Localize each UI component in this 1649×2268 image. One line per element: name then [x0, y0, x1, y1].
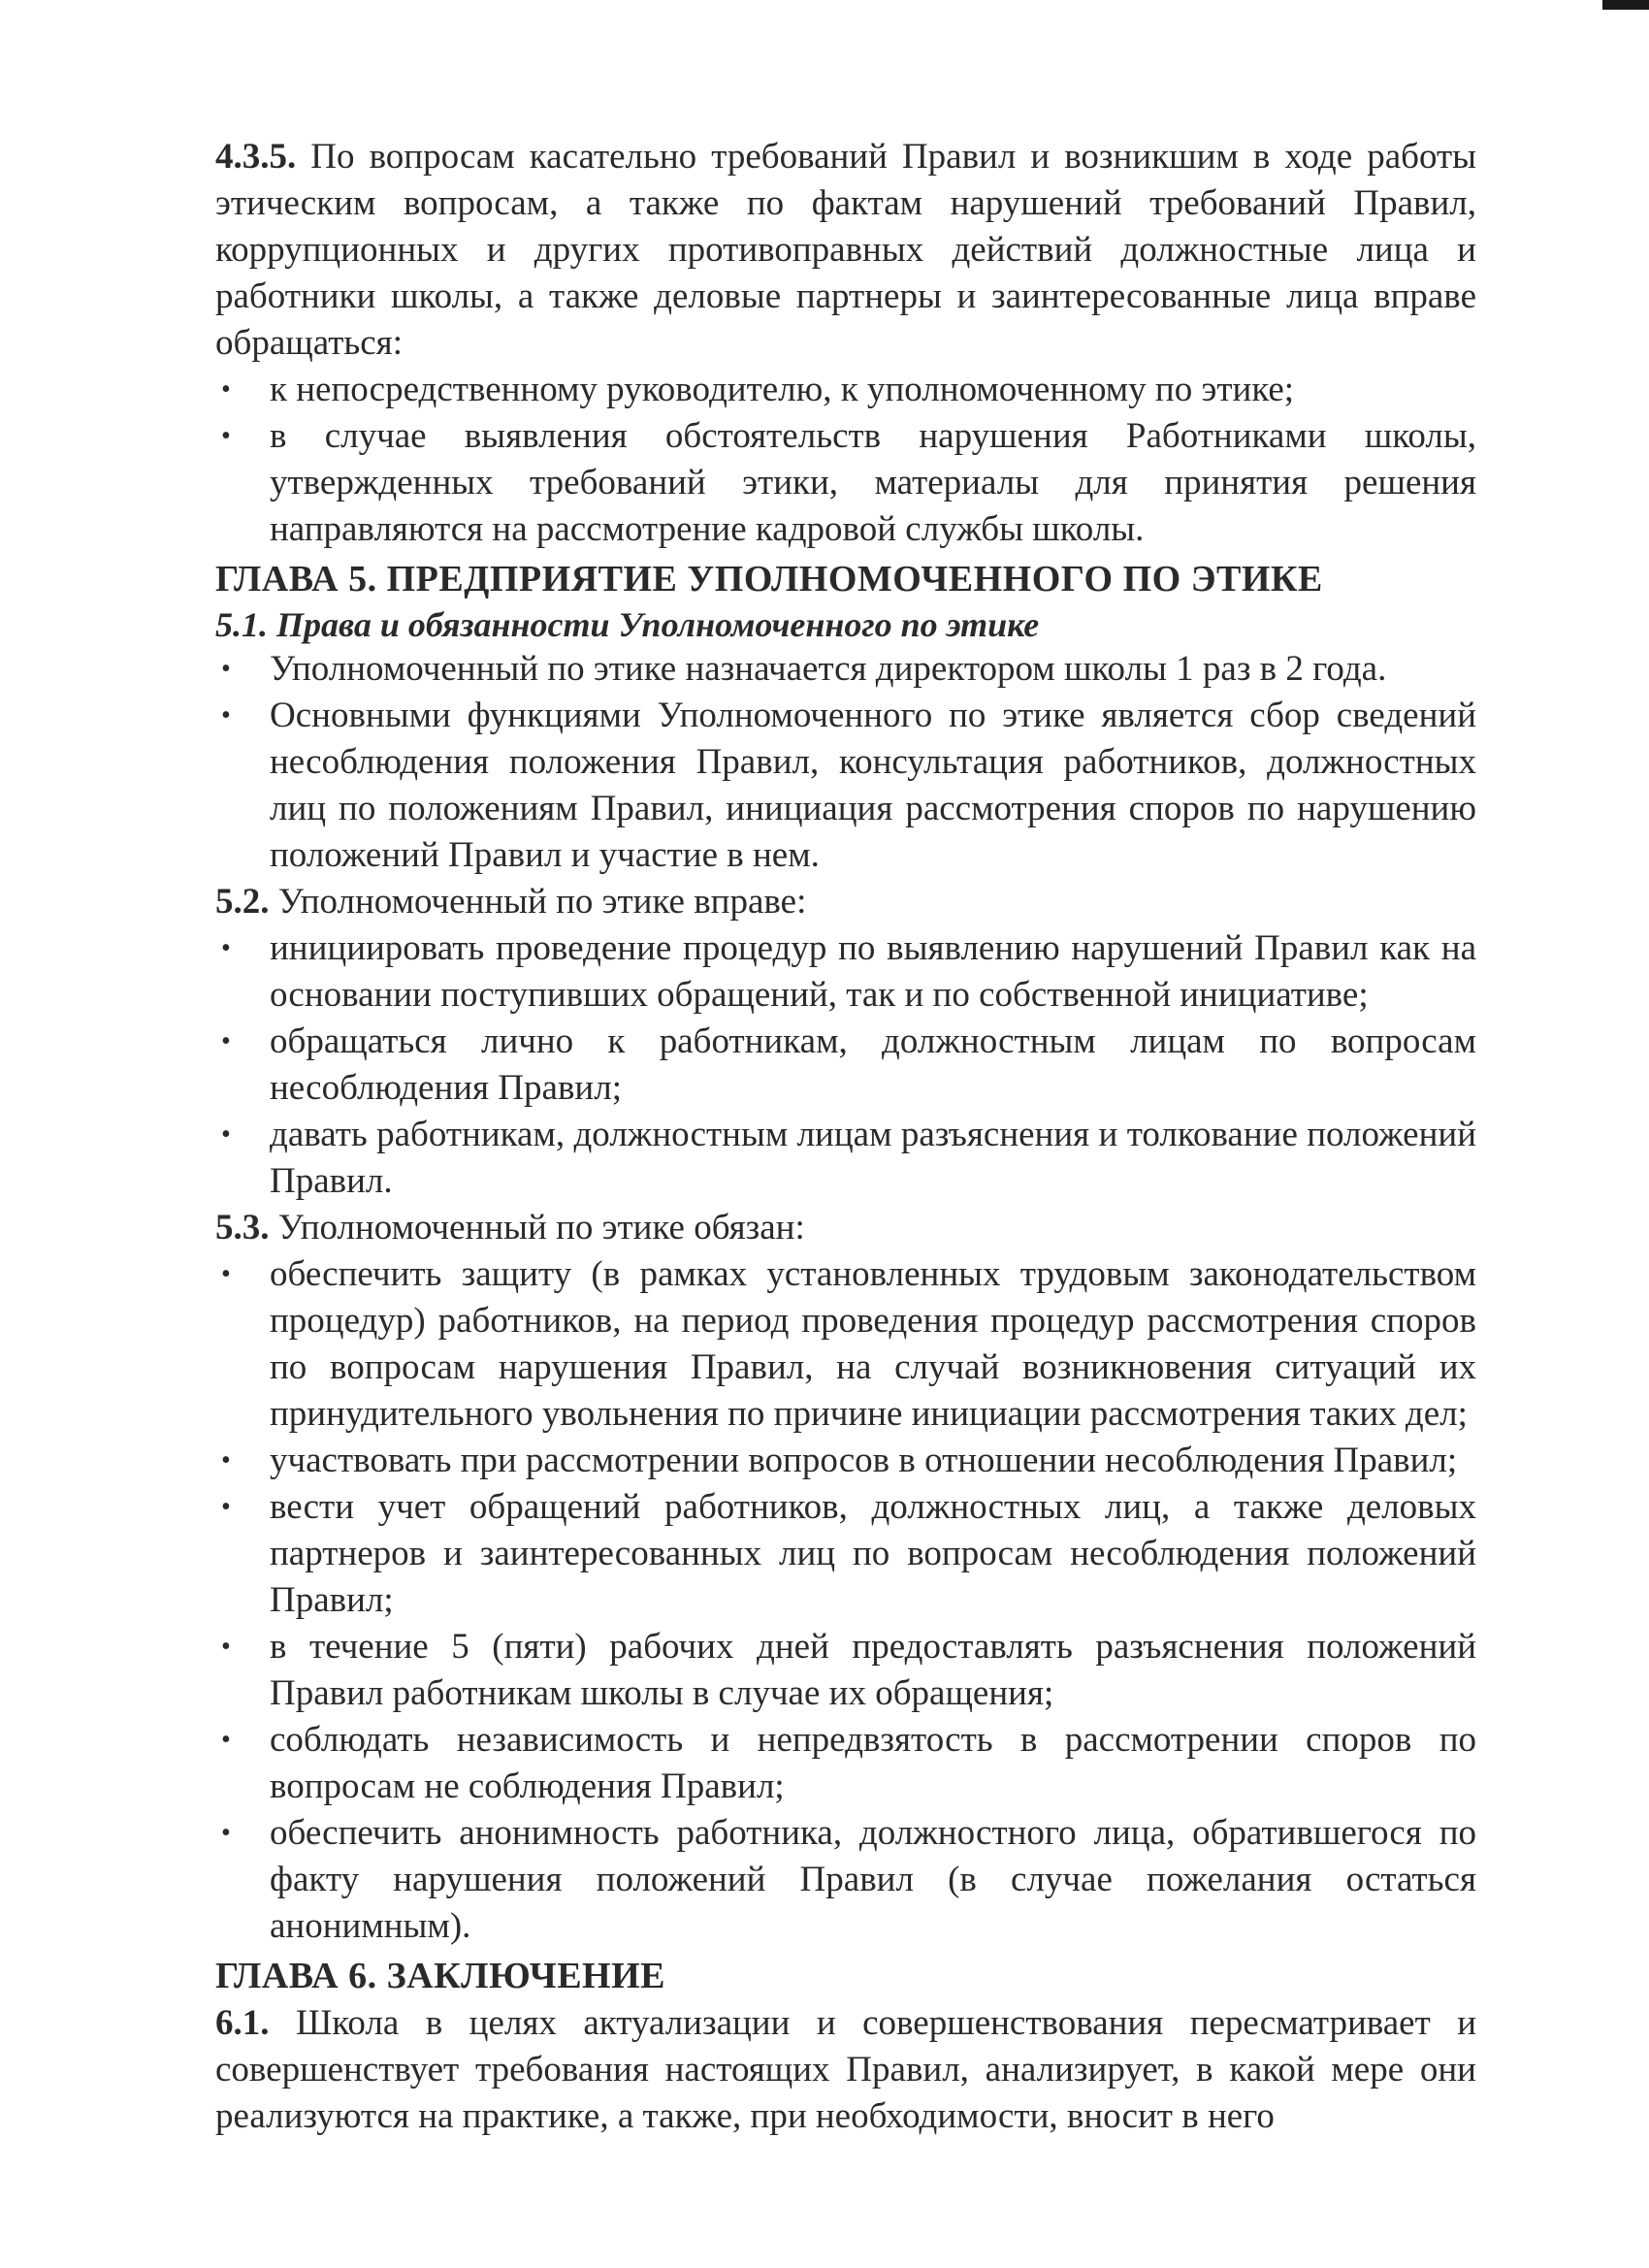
list-item-text: Основными функциями Уполномоченного по этике является сбор сведений несоблюдения положения Правил, консультация работников, должностных лиц по положениям Правил, инициация рассмотрения споров по нарушению положений Правил и участие в нем. — [270, 696, 1476, 875]
list-item-text: обращаться лично к работникам, должностным лицам по вопросам несоблюдения Правил; — [270, 1021, 1476, 1108]
bullet-list-5-1 — [215, 646, 1476, 879]
bullet-icon: • — [221, 1632, 231, 1662]
clause-text: Уполномоченный по этике обязан: — [277, 1208, 805, 1247]
list-item — [215, 1810, 1476, 1950]
paragraph-5-3 — [215, 1205, 1476, 1251]
bullet-list-5-2 — [215, 925, 1476, 1205]
bullet-list-4-3-5 — [215, 367, 1476, 553]
list-item — [215, 1484, 1476, 1624]
bullet-icon: • — [221, 933, 231, 963]
paragraph-5-2 — [215, 879, 1476, 925]
list-item — [215, 413, 1476, 553]
list-item — [215, 1019, 1476, 1112]
document-page — [215, 134, 1476, 2140]
list-item — [215, 367, 1476, 413]
bullet-icon: • — [221, 421, 231, 451]
chapter-6-title: ГЛАВА 6. ЗАКЛЮЧЕНИЕ — [215, 1956, 665, 1996]
bullet-icon: • — [221, 1259, 231, 1289]
list-item — [215, 1112, 1476, 1205]
list-item — [215, 1251, 1476, 1438]
list-item-text: обеспечить анонимность работника, должностного лица, обратившегося по факту нарушения положений Правил (в случае пожелания остаться анонимным). — [270, 1813, 1476, 1946]
bullet-icon: • — [221, 700, 231, 730]
list-item-text: соблюдать независимость и непредвзятость в рассмотрении споров по вопросам не соблюдения Правил; — [270, 1720, 1476, 1806]
chapter-5-title: ГЛАВА 5. ПРЕДПРИЯТИЕ УПОЛНОМОЧЕННОГО ПО ЭТИКЕ — [215, 559, 1323, 599]
list-item-text: в случае выявления обстоятельств нарушения Работниками школы, утвержденных требований этики, материалы для принятия решения направляются на рассмотрение кадровой службы школы. — [270, 416, 1476, 549]
list-item — [215, 646, 1476, 693]
clause-number: 6.1. — [215, 2003, 270, 2043]
list-item-text: участвовать при рассмотрении вопросов в отношении несоблюдения Правил; — [270, 1441, 1458, 1480]
paragraph-6-1 — [215, 2000, 1476, 2140]
list-item — [215, 1717, 1476, 1810]
list-item-text: в течение 5 (пяти) рабочих дней предоставлять разъяснения положений Правил работникам школы в случае их обращения; — [270, 1627, 1476, 1713]
list-item — [215, 925, 1476, 1019]
list-item — [215, 1624, 1476, 1717]
bullet-list-5-3 — [215, 1251, 1476, 1950]
clause-text: Школа в целях актуализации и совершенствования пересматривает и совершенствует требования настоящих Правил, анализирует, в какой мере они реализуются на практике, а также, при необходимости, вносит в него — [215, 2003, 1477, 2136]
bullet-icon: • — [221, 1026, 231, 1056]
list-item — [215, 1438, 1476, 1484]
clause-number: 5.2. — [215, 882, 270, 922]
bullet-icon: • — [221, 1818, 231, 1848]
paragraph-4-3-5 — [215, 134, 1476, 367]
clause-number: 5.3. — [215, 1208, 270, 1247]
list-item-text: инициировать проведение процедур по выявлению нарушений Правил как на основании поступивших обращений, так и по собственной инициативе; — [270, 928, 1476, 1015]
list-item — [215, 693, 1476, 879]
clause-text: Уполномоченный по этике вправе: — [277, 882, 807, 922]
list-item-text: к непосредственному руководителю, к уполномоченному по этике; — [270, 370, 1295, 409]
clause-text: По вопросам касательно требований Правил и возникшим в ходе работы этическим вопросам, а также по фактам нарушений требований Правил, коррупционных и других противоправных действий должностные лица и работники школы, а также деловые партнеры и заинтересованные лица вправе обращаться: — [215, 137, 1476, 363]
list-item-text: Уполномоченный по этике назначается директором школы 1 раз в 2 года. — [270, 649, 1387, 689]
section-5-1-title: 5.1. Права и обязанности Уполномоченного по этике — [215, 605, 1040, 644]
list-item-text: обеспечить защиту (в рамках установленных трудовым законодательством процедур) работников, на период проведения процедур рассмотрения споров по вопросам нарушения Правил, на случай возникновения ситуаций их принудительного увольнения по причине инициации рассмотрения таких дел; — [270, 1254, 1476, 1434]
scan-edge-mark — [1602, 0, 1649, 10]
bullet-icon: • — [221, 1492, 231, 1522]
bullet-icon: • — [221, 1119, 231, 1150]
bullet-icon: • — [221, 654, 231, 684]
clause-number: 4.3.5. — [215, 137, 297, 177]
list-item-text: давать работникам, должностным лицам разъяснения и толкование положений Правил. — [270, 1115, 1476, 1201]
bullet-icon: • — [221, 1725, 231, 1755]
list-item-text: вести учет обращений работников, должностных лиц, а также деловых партнеров и заинтересованных лиц по вопросам несоблюдения положений Правил; — [270, 1487, 1476, 1620]
bullet-icon: • — [221, 1445, 231, 1475]
bullet-icon: • — [221, 374, 231, 405]
